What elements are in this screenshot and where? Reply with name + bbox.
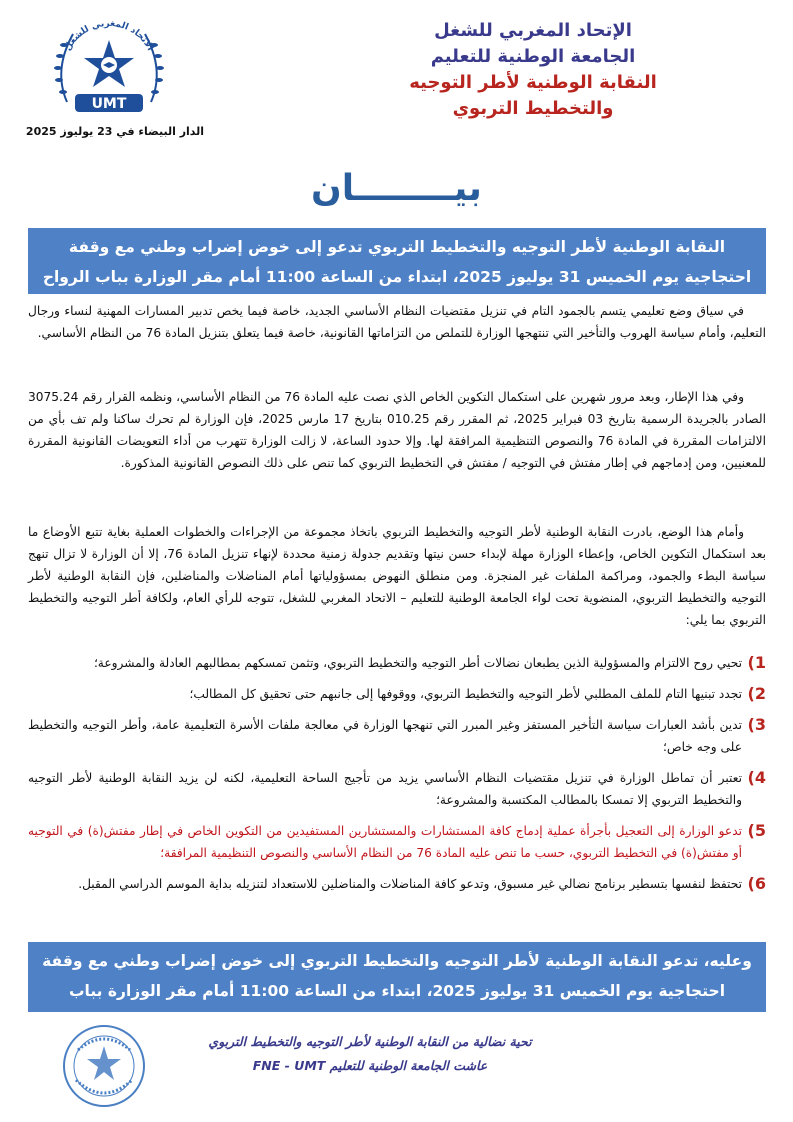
item-text: تدعو الوزارة إلى التعجيل بأجرأة عملية إدماج كافة المستشارات والمستشارين المستفيدين من التكوين الخاص في إطار مفتش(ة) في التوجيه أو مفتش(ة) في التخطيط التربوي، حسب ما تنص عليه المادة 76 من النظام الأساسي والنصوص التنظيمية المرافقة؛: [28, 824, 742, 860]
list-item: [28, 714, 766, 758]
paragraph-framework-text: وفي هذا الإطار، وبعد مرور شهرين على استكمال التكوين الخاص الذي نصت عليه المادة 76 من النظام الأساسي، ونظمه القرار رقم 3075.24 الصادر بالجريدة الرسمية بتاريخ 03 فبراير 2025، ثم المقرر رقم 010.25 بتاريخ 17 مارس 2025، فإن الوزارة لم تحرك ساكنا ولم تف بأي من الالتزامات المقررة في المادة 76 والنصوص التنظيمية المرافقة لها. وإلا حدود الساعة، لا زالت الوزارة تتهرب من أداء التعويضات القانونية المقررة للمعنيين، ومن إدماجهم في إطار مفتش في التوجيه / مفتش في التخطيط التربوي كما تنص على ذلك النصوص القانونية المذكورة.: [28, 390, 766, 470]
list-item: [28, 820, 766, 864]
organization-header: [373, 18, 693, 122]
paragraph-position-text: وأمام هذا الوضع، بادرت النقابة الوطنية لأطر التوجيه والتخطيط التربوي باتخاذ مجموعة من الإجراءات والخطوات العملية بغاية تتبع الأوضاع ما بعد استكمال التكوين الخاص، وإعطاء الوزارة مهلة لإبداء حسن نيتها وتقديم جدولة زمنية محددة لإنهاء تنزيل المادة 76، إلا أن الوزارة لا تزال تنهج سياسة البطء والجمود، ومراكمة الملفات غير المنجزة. ومن منطلق النهوض بمسؤولياتها أمام المناضلات والمناضلين، فإن النقابة الوطنية لأطر التوجيه والتخطيط التربوي، المنضوية تحت لواء الجامعة الوطنية للتعليم – الاتحاد المغربي للشغل، تتوجه للرأي العام، ولكافة أطر التوجيه والتخطيط التربوي بما يلي:: [28, 525, 766, 627]
paragraph-context-text: في سياق وضع تعليمي يتسم بالجمود التام في تنزيل مقتضيات النظام الأساسي الجديد، خاصة فيما يخص تدبير المسارات المهنية لنساء ورجال التعليم، وأمام سياسة الهروب والتأخير التي تنتهجها الوزارة للتملص من التزاماتها القانونية، خاصة فيما يتعلق بتنزيل المادة 76 من النظام الأساسي.: [28, 304, 766, 340]
headline-line-1: النقابة الوطنية لأطر التوجيه والتخطيط التربوي تدعو إلى خوض إضراب وطني مع وقفة: [68, 238, 726, 256]
document-date: الدار البيضاء في 23 يوليوز 2025: [25, 125, 205, 138]
item-text: تحتفظ لنفسها بتسطير برنامج نضالي غير مسبوق، وتدعو كافة المناضلات والمناضلين للاستعداد لتنزيله بداية الموسم الدراسي المقبل.: [78, 877, 742, 891]
item-number: 1): [747, 653, 766, 672]
resolutions-list: [28, 652, 766, 904]
paragraph-context: [28, 300, 766, 344]
conclusion-line-1: وعليه، تدعو النقابة الوطنية لأطر التوجيه والتخطيط التربوي إلى خوض إضراب وطني مع وقفة: [42, 952, 752, 970]
org-name-union-cont: والتخطيط التربوي: [452, 98, 614, 119]
org-name-fne: الجامعة الوطنية للتعليم: [430, 46, 636, 67]
umt-logo: [45, 10, 173, 128]
item-text: تحيي روح الالتزام والمسؤولية الذين يطبعان نضالات أطر التوجيه والتخطيط التربوي، وتثمن تمسكهم بمطالبهم العادلة والمشروعة؛: [93, 656, 742, 670]
closing-line-1: تحية نضالية من النقابة الوطنية لأطر التوجيه والتخطيط التربوي: [208, 1034, 532, 1049]
item-number: 4): [747, 768, 766, 787]
item-number: 6): [747, 874, 766, 893]
list-item: [28, 683, 766, 705]
paragraph-framework: [28, 386, 766, 474]
closing-line-2: عاشت الجامعة الوطنية للتعليم FNE - UMT: [252, 1058, 488, 1073]
headline-line-2: احتجاجية يوم الخميس 31 يوليوز 2025، ابتداء من الساعة 11:00 أمام مقر الوزارة بباب الرواح: [42, 268, 752, 286]
item-number: 5): [747, 821, 766, 840]
org-name-umt: الإتحاد المغربي للشغل: [434, 20, 632, 41]
org-name-union: النقابة الوطنية لأطر التوجيه: [409, 72, 657, 93]
list-item: [28, 873, 766, 895]
logo-umt-text: UMT: [91, 96, 127, 112]
document-title: بيــــــــان: [311, 168, 482, 209]
logo-arc-text: الاتحاد المغربي للشغل: [63, 18, 156, 53]
closing-salutation: [150, 1030, 590, 1078]
item-number: 2): [747, 684, 766, 703]
item-text: تعتبر أن تماطل الوزارة في تنزيل مقتضيات النظام الأساسي يزيد من تأجيج الساحة التعليمية، لكنه لن يزيد النقابة الوطنية لأطر التوجيه والتخطيط التربوي إلا تمسكا بالمطالب المكتسبة والمشروعة؛: [28, 771, 742, 807]
conclusion-banner: [28, 942, 766, 1030]
item-text: تجدد تبنيها التام للملف المطلبي لأطر التوجيه والتخطيط التربوي، ووقوفها إلى جانبهم حتى تحقيق كل المطالب؛: [189, 687, 742, 701]
item-text: تدين بأشد العبارات سياسة التأخير المستفز وغير المبرر التي تنهجها الوزارة في معالجة ملفات الأسرة التعليمية عامة، وأطر التوجيه والتخطيط على وجه خاص؛: [28, 718, 742, 754]
paragraph-position: [28, 521, 766, 631]
union-stamp-icon: [60, 1022, 148, 1110]
list-item: [28, 652, 766, 674]
list-item: [28, 767, 766, 811]
headline-banner: [28, 228, 766, 294]
item-number: 3): [747, 715, 766, 734]
conclusion-line-2: احتجاجية يوم الخميس 31 يوليوز 2025، ابتداء من الساعة 11:00 أمام مقر الوزارة بباب الرواح.: [68, 982, 726, 1030]
